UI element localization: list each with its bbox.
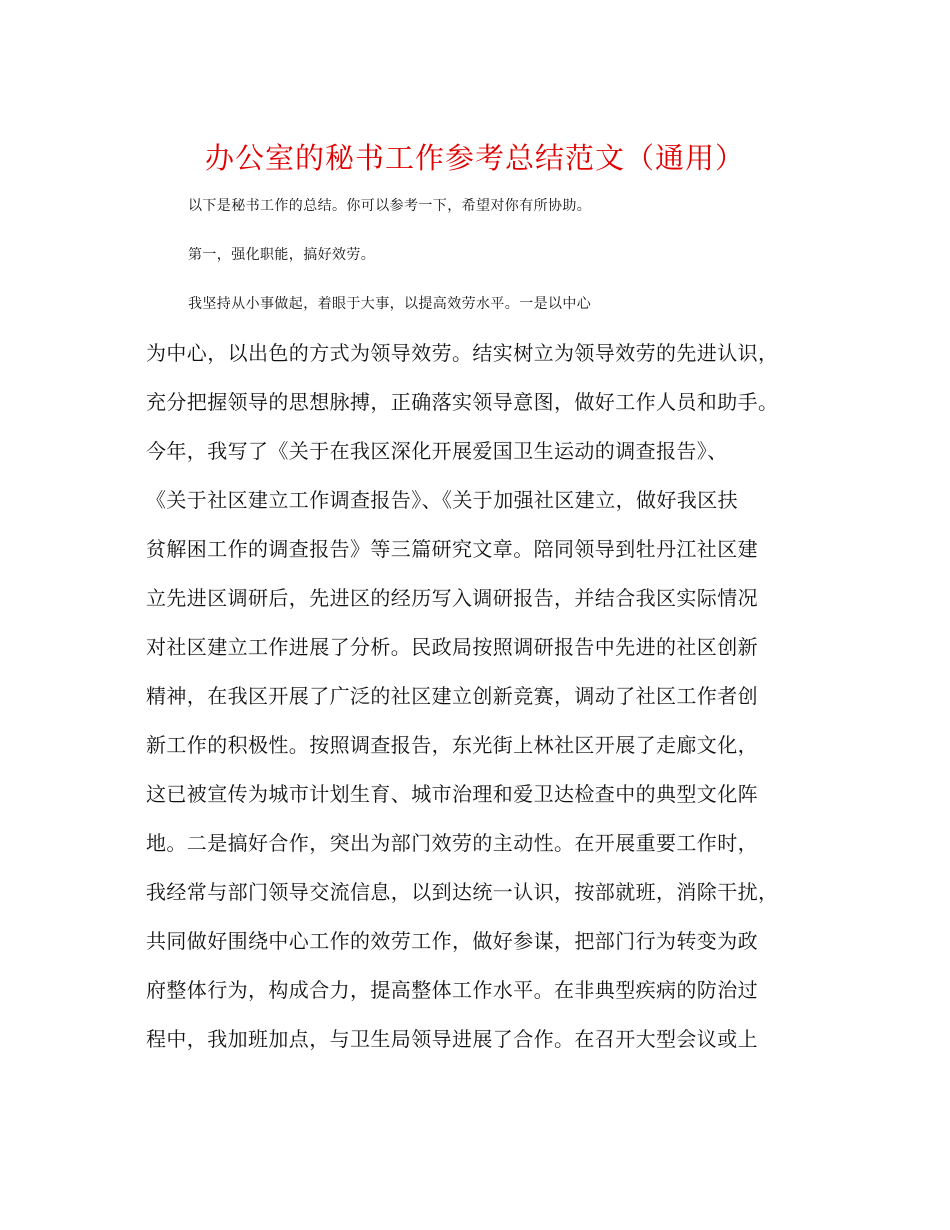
body-text-line: 对社区建立工作进展了分析。民政局按照调研报告中先进的社区创新: [146, 635, 758, 659]
section-heading-line: 第一，强化职能，搞好效劳。: [188, 247, 376, 263]
body-text-line: 精神，在我区开展了广泛的社区建立创新竞赛，调动了社区工作者创: [146, 684, 758, 708]
body-text-line: 贫解困工作的调查报告》等三篇研究文章。陪同领导到牡丹江社区建: [146, 537, 758, 561]
body-text-line: 我经常与部门领导交流信息，以到达统一认识，按部就班，消除干扰，: [146, 880, 779, 904]
intro-line: 以下是秘书工作的总结。你可以参考一下，希望对你有所协助。: [188, 198, 592, 214]
body-text-line: 《关于社区建立工作调查报告》、《关于加强社区建立，做好我区扶: [146, 488, 738, 512]
body-text-line: 这已被宣传为城市计划生育、城市治理和爱卫达检查中的典型文化阵: [146, 782, 758, 806]
body-text-line: 充分把握领导的思想脉搏，正确落实领导意图，做好工作人员和助手。: [146, 390, 779, 414]
body-text-line: 府整体行为，构成合力，提高整体工作水平。在非典型疾病的防治过: [146, 978, 758, 1002]
body-text-line: 地。二是搞好合作，突出为部门效劳的主动性。在开展重要工作时，: [146, 831, 758, 855]
body-text-line: 共同做好围绕中心工作的效劳工作，做好参谋，把部门行为转变为政: [146, 929, 758, 953]
body-text-line: 今年，我写了《关于在我区深化开展爱国卫生运动的调查报告》、: [146, 439, 728, 463]
body-text-line: 我坚持从小事做起，着眼于大事，以提高效劳水平。一是以中心: [188, 296, 592, 312]
body-text-line: 新工作的积极性。按照调查报告，东光街上林社区开展了走廊文化，: [146, 733, 758, 757]
body-text-line: 为中心，以出色的方式为领导效劳。结实树立为领导效劳的先进认识，: [146, 341, 779, 365]
body-text-line: 立先进区调研后，先进区的经历写入调研报告，并结合我区实际情况: [146, 586, 758, 610]
document-title: 办公室的秘书工作参考总结范文（通用）: [204, 141, 745, 175]
body-text-line: 程中，我加班加点，与卫生局领导进展了合作。在召开大型会议或上: [146, 1027, 758, 1051]
